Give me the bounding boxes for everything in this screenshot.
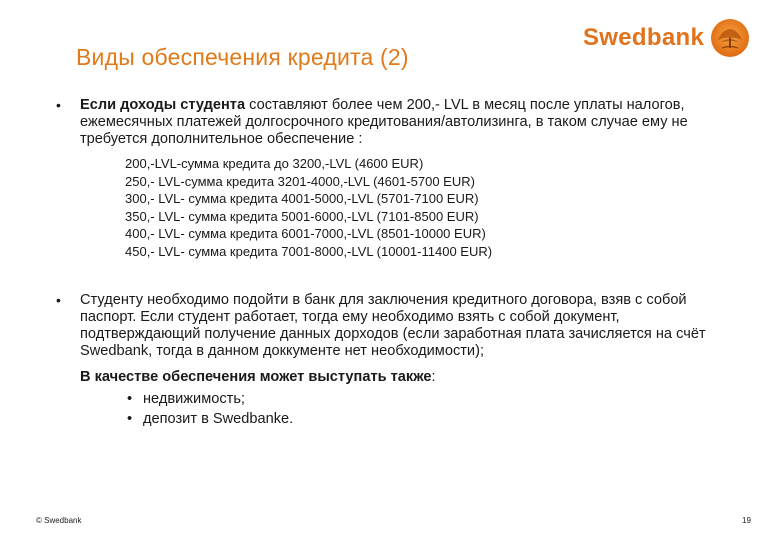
collateral-item-text: недвижимость; [143,391,245,407]
bank-visit-paragraph: Студенту необходимо подойти в банк для заключения кредитного договора, взяв с собой паспорт. Если студент работает, тогда ему необходимо взять с собой документ, подтверждающий получение данных дорходов (если заработная плата зачисляется на счёт Swedbank, тогда в данном доккументе нет необходимости); [80,292,706,359]
additional-collateral-block [80,368,436,429]
collateral-item-text: депозит в Swedbanke. [143,411,294,427]
loan-tier: 200,-LVL-сумма кредита до 3200,-LVL (4600 EUR) [125,156,424,171]
loan-tier: 250,- LVL-сумма кредита 3201-4000,-LVL (4601-5700 EUR) [125,173,475,189]
income-requirement-paragraph [80,97,740,148]
income-requirement-lead: Если доходы студента [80,97,246,113]
loan-tier: 400,- LVL- сумма кредита 6001-7000,-LVL (8501-10000 EUR) [125,226,486,242]
loan-tier: 350,- LVL- сумма кредита 5001-6000,-LVL (7101-8500 EUR) [125,208,479,224]
loan-tier-list [125,155,492,261]
page-number: 19 [742,516,751,525]
collateral-item [127,409,436,429]
swedbank-logo [583,18,750,58]
sub-bullet: • [127,411,133,427]
additional-collateral-title: В качестве обеспечения может выступать также [80,369,432,385]
additional-collateral-heading [80,368,436,387]
income-requirement-text: составляют более чем 200,- LVL в месяц после уплаты налогов, ежемесячных платежей долгосрочного кредитования/автолизинга, в таком случае ему не требуется дополнительное обеспечение : [80,97,688,147]
footer-copyright: © Swedbank [36,516,82,525]
collateral-item [127,389,436,409]
slide-title: Виды обеспечения кредита (2) [76,44,409,70]
swedbank-tree-icon [710,18,750,58]
sub-bullet: • [127,391,133,407]
loan-tier: 450,- LVL- сумма кредита 7001-8000,-LVL (10001-11400 EUR) [125,243,493,259]
collateral-list [127,389,436,429]
loan-tier: 300,- LVL- сумма кредита 4001-5000,-LVL (5701-7100 EUR) [125,191,479,207]
logo-text: Swedbank [583,24,705,51]
bullet-2: • [56,292,61,308]
bullet-1: • [56,97,61,113]
additional-collateral-colon: : [431,369,436,385]
